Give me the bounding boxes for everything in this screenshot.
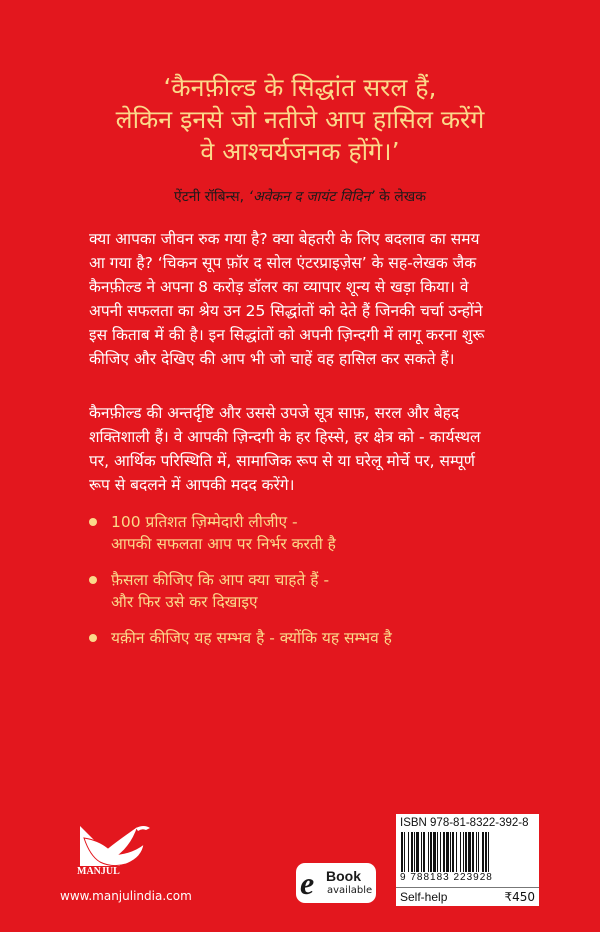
ebook-word: Book (326, 868, 361, 884)
paragraph-line: इस किताब में की है। इन सिद्धांतों को अपनी ज़िन्दगी में लागू करना शुरू (89, 326, 485, 344)
bullet-line: यक़ीन कीजिए यह सम्भव है - क्योंकि यह सम्भव है (111, 629, 392, 647)
bullet-item (89, 511, 529, 555)
ebook-e-icon: e (300, 865, 315, 901)
blurb-paragraph-1 (89, 227, 519, 371)
bullet-line: 100 प्रतिशत ज़िम्मेदारी लीजीए - (111, 513, 298, 531)
paragraph-line: कैनफ़ील्ड की अन्तर्दृष्टि और उससे उपजे सूत्र साफ़, सरल और बेहद (89, 404, 460, 422)
isbn-label: ISBN 978-81-8322-392-8 (400, 817, 529, 829)
bullet-line: आपकी सफलता आप पर निर्भर करती है (111, 535, 336, 553)
quote-line: लेकिन इनसे जो नतीजे आप हासिल करेंगे (115, 105, 485, 134)
bullet-item (89, 569, 529, 613)
paragraph-line: कैनफ़ील्ड ने अपना 8 करोड़ डॉलर का व्यापार शून्य से खड़ा किया। वे (89, 278, 469, 296)
bullet-dot-icon (89, 518, 97, 526)
quote (0, 72, 600, 168)
paragraph-line: रूप से बदलने में आपकी मदद करेंगे। (89, 476, 295, 494)
publisher-logo-text: MANJUL (77, 866, 120, 877)
quote-line: ‘कैनफ़ील्ड के सिद्धांत सरल हैं, (163, 73, 437, 102)
blurb-paragraph-2 (89, 401, 519, 497)
barcode-icon (399, 832, 536, 872)
paragraph-line: शक्तिशाली हैं। वे आपकी ज़िन्दगी के हर हिस्से, हर क्षेत्र को - कार्यस्थल (89, 428, 481, 446)
paragraph-line: कीजिए और देखिए की आप भी जो चाहें वह हासिल कर सकते हैं। (89, 350, 455, 368)
bullet-list (89, 511, 529, 663)
paragraph-line: अपनी सफलता का श्रेय उन 25 सिद्धांतों को देते हैं जिनकी चर्चा उन्होंने (89, 302, 483, 320)
book-price: ₹450 (504, 890, 535, 904)
quote-line: वे आश्चर्यजनक होंगे।’ (200, 137, 400, 166)
quote-attribution (0, 187, 600, 206)
isbn-barcode-box (396, 814, 539, 906)
paragraph-line: पर, आर्थिक परिस्थिति में, सामाजिक रूप से या घरेलू मोर्चे पर, सम्पूर्ण (89, 452, 475, 470)
attribution-author: ऐंटनी रॉबिन्स, (174, 189, 245, 205)
ebook-available-text: available (327, 885, 373, 896)
book-category: Self-help (400, 890, 448, 904)
bullet-dot-icon (89, 576, 97, 584)
ebook-available-badge (296, 863, 376, 903)
paragraph-line: क्या आपका जीवन रुक गया है? क्या बेहतरी के लिए बदलाव का समय (89, 230, 480, 248)
publisher-website: www.manjulindia.com (60, 889, 192, 903)
bullet-dot-icon (89, 634, 97, 642)
bullet-line: और फिर उसे कर दिखाइए (111, 593, 258, 611)
attribution-suffix: के लेखक (379, 189, 426, 205)
isbn-footer (396, 887, 539, 907)
paragraph-line: आ गया है? ‘चिकन सूप फ़ॉर द सोल एंटरप्राइज़ेस’ के सह-लेखक जैक (89, 254, 477, 272)
bullet-line: फ़ैसला कीजिए कि आप क्या चाहते हैं - (111, 571, 330, 589)
bullet-item (89, 627, 529, 649)
attribution-book: ‘अवेकन द जायंट विदिन’ (248, 189, 375, 205)
isbn-digits: 9 788183 223928 (400, 872, 493, 883)
